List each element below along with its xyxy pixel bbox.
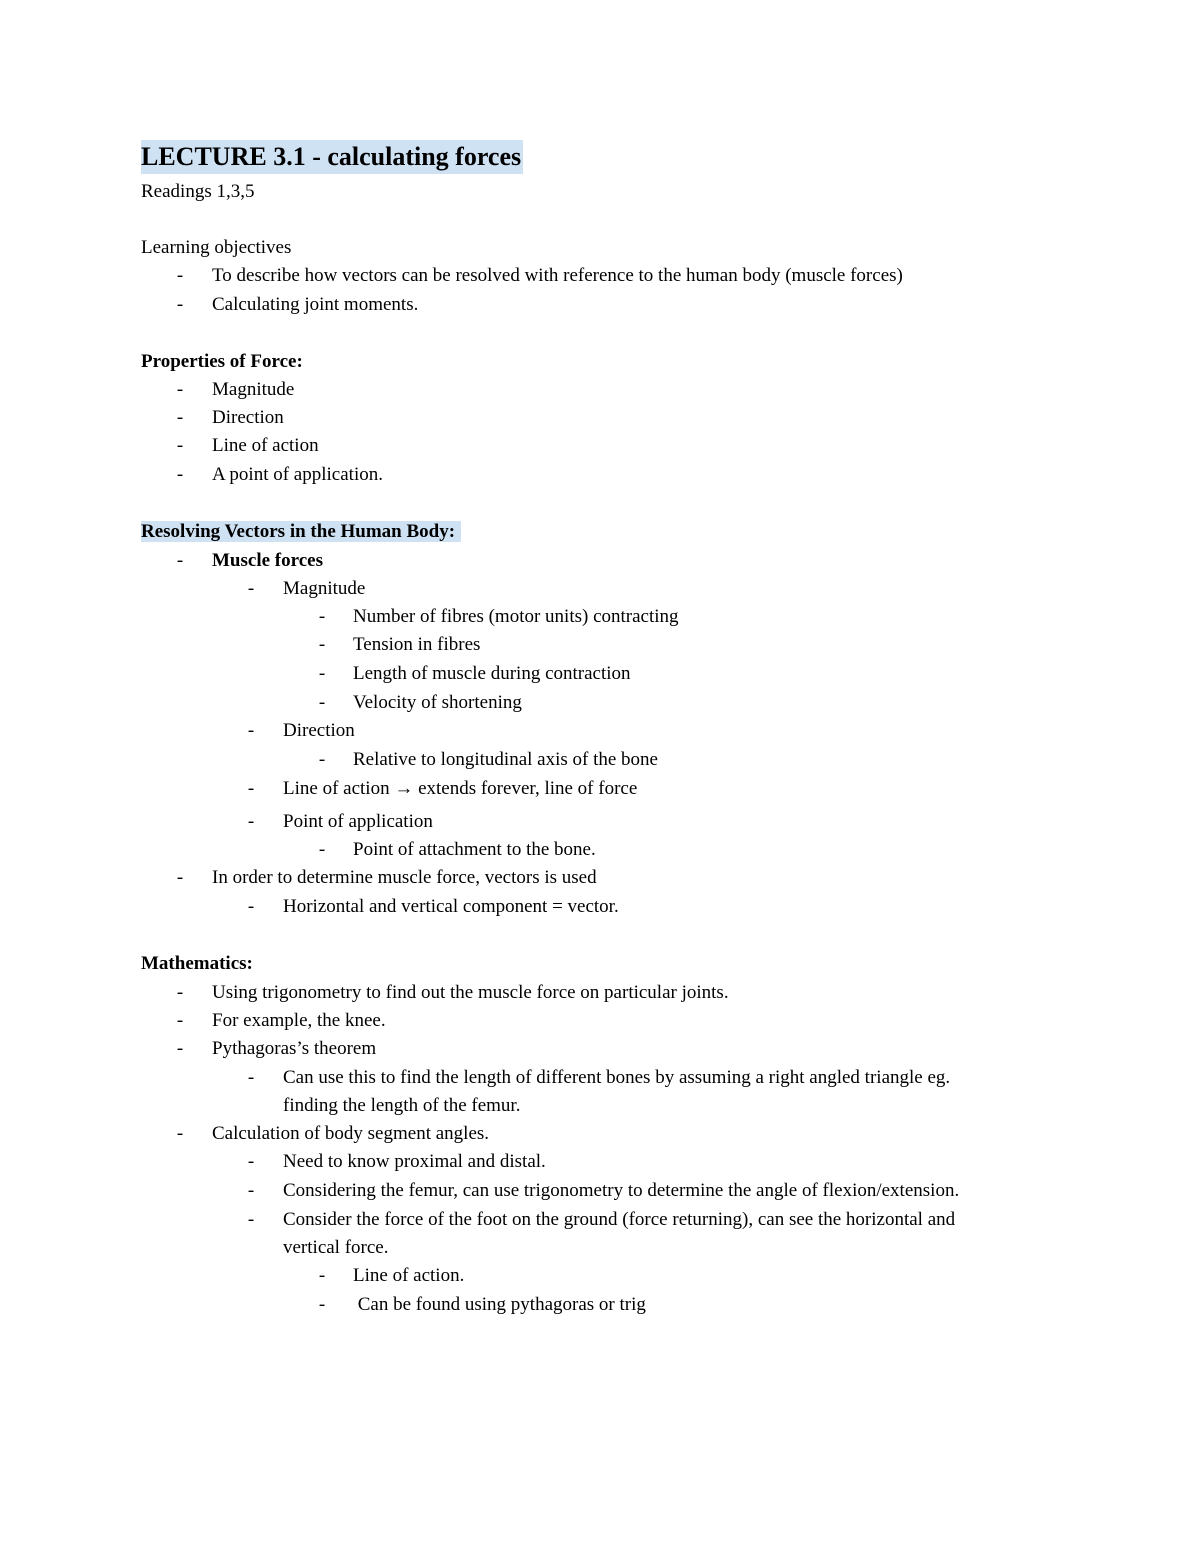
bullet-dash: - bbox=[176, 464, 184, 485]
bullet-dash: - bbox=[247, 811, 255, 832]
bullet-dash: - bbox=[176, 265, 184, 286]
list-item bbox=[0, 575, 1200, 603]
bullet-dash: - bbox=[318, 839, 326, 860]
bullet-dash: - bbox=[176, 1123, 184, 1144]
list-item bbox=[0, 1035, 1200, 1063]
list-item-text: Line of action → extends forever, line of force bbox=[283, 778, 638, 799]
list-item bbox=[0, 660, 1200, 688]
list-item bbox=[0, 746, 1200, 774]
list-item-text: Calculating joint moments. bbox=[212, 294, 419, 315]
list-item bbox=[0, 689, 1200, 717]
bullet-dash: - bbox=[176, 867, 184, 888]
list-item-text: vertical force. bbox=[283, 1237, 389, 1258]
list-item-text: In order to determine muscle force, vectors is used bbox=[212, 867, 597, 888]
bullet-dash: - bbox=[247, 1180, 255, 1201]
bullet-dash: - bbox=[247, 578, 255, 599]
list-item-text: Calculation of body segment angles. bbox=[212, 1123, 490, 1144]
list-item bbox=[0, 603, 1200, 631]
list-item-continuation bbox=[0, 1234, 1200, 1262]
bullet-dash: - bbox=[318, 1265, 326, 1286]
list-item-text: Line of action. bbox=[353, 1265, 465, 1286]
list-item bbox=[0, 1206, 1200, 1234]
list-item bbox=[0, 1064, 1200, 1092]
bullet-dash: - bbox=[318, 663, 326, 684]
list-item-text: Number of fibres (motor units) contracting bbox=[353, 606, 679, 627]
bullet-dash: - bbox=[176, 550, 184, 571]
list-item-text: Consider the force of the foot on the ground (force returning), can see the horizontal and bbox=[283, 1209, 956, 1230]
list-item bbox=[0, 262, 1200, 290]
list-item-text: Direction bbox=[212, 407, 284, 428]
list-item-text: To describe how vectors can be resolved with reference to the human body (muscle forces) bbox=[212, 265, 903, 286]
list-item-text: Using trigonometry to find out the muscle force on particular joints. bbox=[212, 982, 729, 1003]
list-item bbox=[0, 775, 1200, 803]
bullet-dash: - bbox=[176, 1038, 184, 1059]
readings-line: Readings 1,3,5 bbox=[141, 181, 255, 202]
properties-heading: Properties of Force: bbox=[141, 351, 303, 372]
resolving-heading bbox=[141, 518, 461, 546]
bullet-dash: - bbox=[176, 407, 184, 428]
list-item bbox=[0, 404, 1200, 432]
mathematics-heading: Mathematics: bbox=[141, 953, 253, 974]
list-item-text: Direction bbox=[283, 720, 355, 741]
list-item bbox=[0, 631, 1200, 659]
list-item-text: Velocity of shortening bbox=[353, 692, 522, 713]
lecture-title: LECTURE 3.1 - calculating forces bbox=[141, 140, 523, 174]
bullet-dash: - bbox=[247, 1151, 255, 1172]
bullet-dash: - bbox=[247, 896, 255, 917]
list-item bbox=[0, 1120, 1200, 1148]
bullet-dash: - bbox=[176, 982, 184, 1003]
list-item-text: Point of attachment to the bone. bbox=[353, 839, 596, 860]
list-item-text: Can use this to find the length of different bones by assuming a right angled triangle eg. bbox=[283, 1067, 951, 1088]
list-item bbox=[0, 717, 1200, 745]
list-item bbox=[0, 432, 1200, 460]
bullet-dash: - bbox=[176, 294, 184, 315]
list-item bbox=[0, 893, 1200, 921]
bullet-dash: - bbox=[247, 1067, 255, 1088]
list-item-text: Magnitude bbox=[283, 578, 366, 599]
bullet-dash: - bbox=[247, 1209, 255, 1230]
list-item-text: Muscle forces bbox=[212, 550, 323, 571]
list-item-text: Line of action bbox=[212, 435, 319, 456]
list-item bbox=[0, 808, 1200, 836]
list-item bbox=[0, 1007, 1200, 1035]
list-item bbox=[0, 1262, 1200, 1290]
bullet-dash: - bbox=[318, 749, 326, 770]
bullet-dash: - bbox=[318, 634, 326, 655]
list-item-text: Need to know proximal and distal. bbox=[283, 1151, 546, 1172]
list-item-text: Tension in fibres bbox=[353, 634, 481, 655]
bullet-dash: - bbox=[176, 1010, 184, 1031]
bullet-dash: - bbox=[176, 379, 184, 400]
list-item bbox=[0, 1291, 1200, 1319]
list-item bbox=[0, 979, 1200, 1007]
list-item bbox=[0, 376, 1200, 404]
list-item-text: For example, the knee. bbox=[212, 1010, 386, 1031]
list-item-text: Relative to longitudinal axis of the bone bbox=[353, 749, 658, 770]
list-item bbox=[0, 1177, 1200, 1205]
bullet-dash: - bbox=[247, 720, 255, 741]
list-item-text: Pythagoras’s theorem bbox=[212, 1038, 377, 1059]
list-item-text: finding the length of the femur. bbox=[283, 1095, 521, 1116]
list-item-text: A point of application. bbox=[212, 464, 383, 485]
list-item-continuation bbox=[0, 1092, 1200, 1120]
list-item-text: Length of muscle during contraction bbox=[353, 663, 631, 684]
bullet-dash: - bbox=[247, 778, 255, 799]
list-item bbox=[0, 836, 1200, 864]
bullet-dash: - bbox=[318, 692, 326, 713]
list-item bbox=[0, 864, 1200, 892]
list-item-text: Horizontal and vertical component = vector. bbox=[283, 896, 619, 917]
bullet-dash: - bbox=[176, 435, 184, 456]
list-item-text: Can be found using pythagoras or trig bbox=[353, 1294, 646, 1315]
list-item bbox=[0, 1148, 1200, 1176]
bullet-dash: - bbox=[318, 1294, 326, 1315]
resolving-heading-text: Resolving Vectors in the Human Body: bbox=[141, 521, 461, 542]
bullet-dash: - bbox=[318, 606, 326, 627]
list-item-text: Considering the femur, can use trigonometry to determine the angle of flexion/extension. bbox=[283, 1180, 960, 1201]
list-item bbox=[0, 291, 1200, 319]
list-item bbox=[0, 547, 1200, 575]
list-item-text: Magnitude bbox=[212, 379, 295, 400]
list-item bbox=[0, 461, 1200, 489]
learning-objectives-heading: Learning objectives bbox=[141, 237, 292, 258]
list-item-text: Point of application bbox=[283, 811, 433, 832]
